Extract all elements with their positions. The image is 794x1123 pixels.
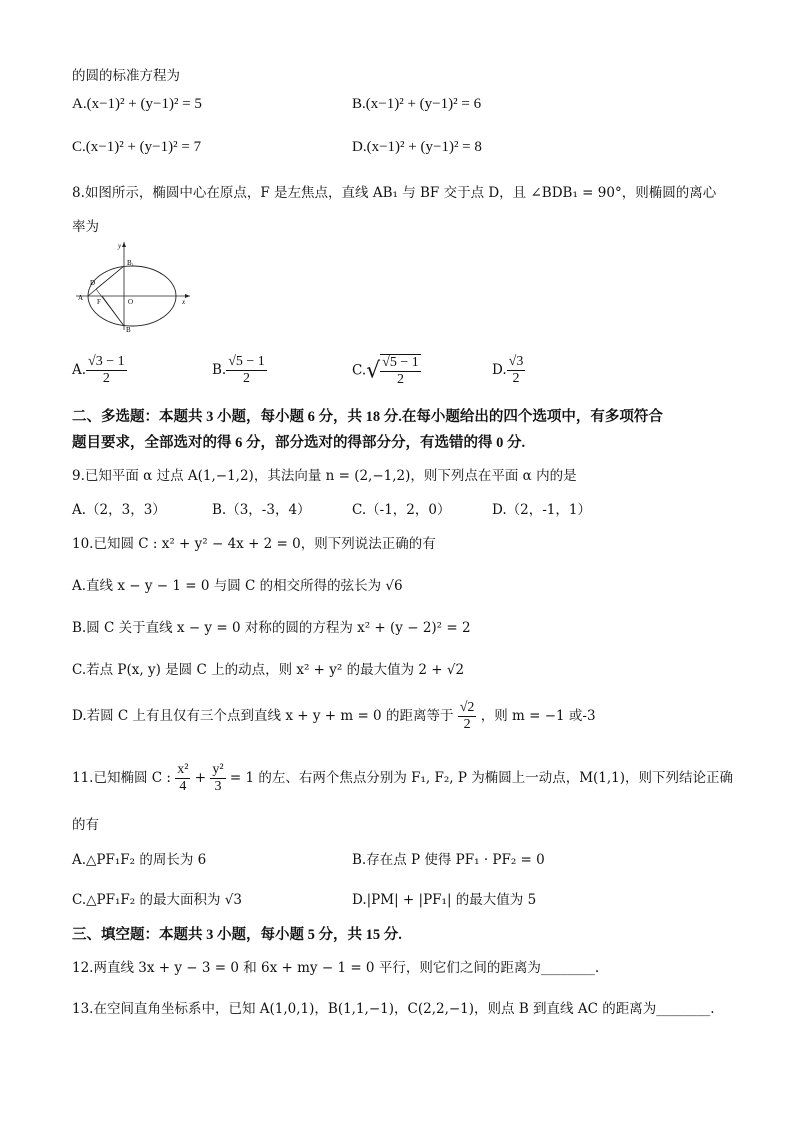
label-b: B bbox=[126, 326, 131, 334]
q8-option-c: C.√ $\frac{√5 - 1}{2}$ bbox=[352, 355, 419, 388]
q9-option-c: C.（-1，2，0） bbox=[352, 502, 451, 518]
q11-option-d: D.|PM| + |PF₁| 的最大值为 5 bbox=[352, 892, 537, 908]
q8-stem-line1: 8.如图所示，椭圆中心在原点，F 是左焦点，直线 AB₁ 与 BF 交于点 D，且 ∠BDB₁ = 90°，则椭圆的离心 bbox=[72, 185, 717, 201]
q11-option-c: C.△PF₁F₂ 的最大面积为 √3 bbox=[72, 892, 242, 908]
q9-stem: 9.已知平面 α 过点 A(1,−1,2)，其法向量 n = (2,−1,2)，则下列点在平面 α 内的是 bbox=[72, 468, 577, 484]
q10-option-d: D.若圆 C 上有且仅有三个点到直线 x + y + m = 0 的距离等于 $\frac{√2}{2}$ ，则 m = −1 或-3 bbox=[72, 700, 596, 733]
q7-option-c: C.(x−1)² + (y−1)² = 7 bbox=[72, 139, 202, 155]
q8-option-b: B. $\frac{√5 - 1}{2}$ bbox=[212, 354, 265, 387]
section2-heading-line1: 二、多选题：本题共 3 小题，每小题 6 分，共 18 分.在每小题给出的四个选项中，有多项符合 bbox=[72, 409, 663, 425]
q11-stem: 11.已知椭圆 C : $\frac{\text{x²}}{4}$ + $\frac{\text{y²}}{3}$ = 1 的左、右两个焦点分别为 F₁, F₂, P 为椭圆上一动点，M(1,1)，则下列结论正确 bbox=[72, 762, 734, 795]
label-b1: B₁ bbox=[127, 259, 135, 267]
label-o: O bbox=[128, 298, 134, 306]
section2-heading-line2: 题目要求，全部选对的得 6 分，部分选对的得部分分，有选错的得 0 分. bbox=[72, 435, 526, 451]
q12-stem: 12.两直线 3x + y − 3 = 0 和 6x + my − 1 = 0 平行，则它们之间的距离为________. bbox=[72, 960, 600, 976]
q8-option-a: A. $\frac{√3 - 1}{2}$ bbox=[72, 354, 125, 387]
q10-stem: 10.已知圆 C : x² + y² − 4x + 2 = 0，则下列说法正确的有 bbox=[72, 536, 436, 552]
q9-option-b: B.（3，-3，4） bbox=[212, 502, 311, 518]
label-a: A bbox=[78, 294, 84, 302]
ellipse-figure bbox=[72, 238, 196, 334]
q13-stem: 13.在空间直角坐标系中，已知 A(1,0,1)，B(1,1,−1)，C(2,2,−1)，则点 B 到直线 AC 的距离为________. bbox=[72, 1001, 715, 1017]
label-f: F bbox=[97, 298, 101, 306]
q7-option-a: A.(x−1)² + (y−1)² = 5 bbox=[72, 96, 202, 112]
q11-option-a: A.△PF₁F₂ 的周长为 6 bbox=[72, 852, 207, 868]
q9-option-a: A.（2，3，3） bbox=[72, 502, 166, 518]
label-d: D bbox=[90, 279, 96, 287]
q11-option-b: B.存在点 P 使得 PF₁ · PF₂ = 0 bbox=[352, 852, 545, 868]
q10-option-b: B.圆 C 关于直线 x − y = 0 对称的圆的方程为 x² + (y − 2)² = 2 bbox=[72, 620, 471, 636]
q7-option-b: B.(x−1)² + (y−1)² = 6 bbox=[352, 96, 482, 112]
label-x: x bbox=[182, 298, 186, 306]
q10-option-a: A.直线 x − y − 1 = 0 与圆 C 的相交所得的弦长为 √6 bbox=[72, 578, 403, 594]
q11-stem-line2: 的有 bbox=[72, 817, 99, 833]
q7-option-d: D.(x−1)² + (y−1)² = 8 bbox=[352, 139, 482, 155]
q8-stem-line2: 率为 bbox=[72, 219, 99, 235]
section3-heading: 三、填空题：本题共 3 小题，每小题 5 分，共 15 分. bbox=[72, 927, 402, 943]
q10-option-c: C.若点 P(x, y) 是圆 C 上的动点，则 x² + y² 的最大值为 2 + √2 bbox=[72, 662, 465, 678]
label-y: y bbox=[118, 242, 122, 250]
q8-option-d: D. $\frac{√3}{2}$ bbox=[492, 354, 524, 387]
q9-option-d: D.（2，-1，1） bbox=[492, 502, 591, 518]
q7-stem-tail: 的圆的标准方程为 bbox=[72, 68, 180, 84]
line-bd bbox=[96, 289, 124, 326]
